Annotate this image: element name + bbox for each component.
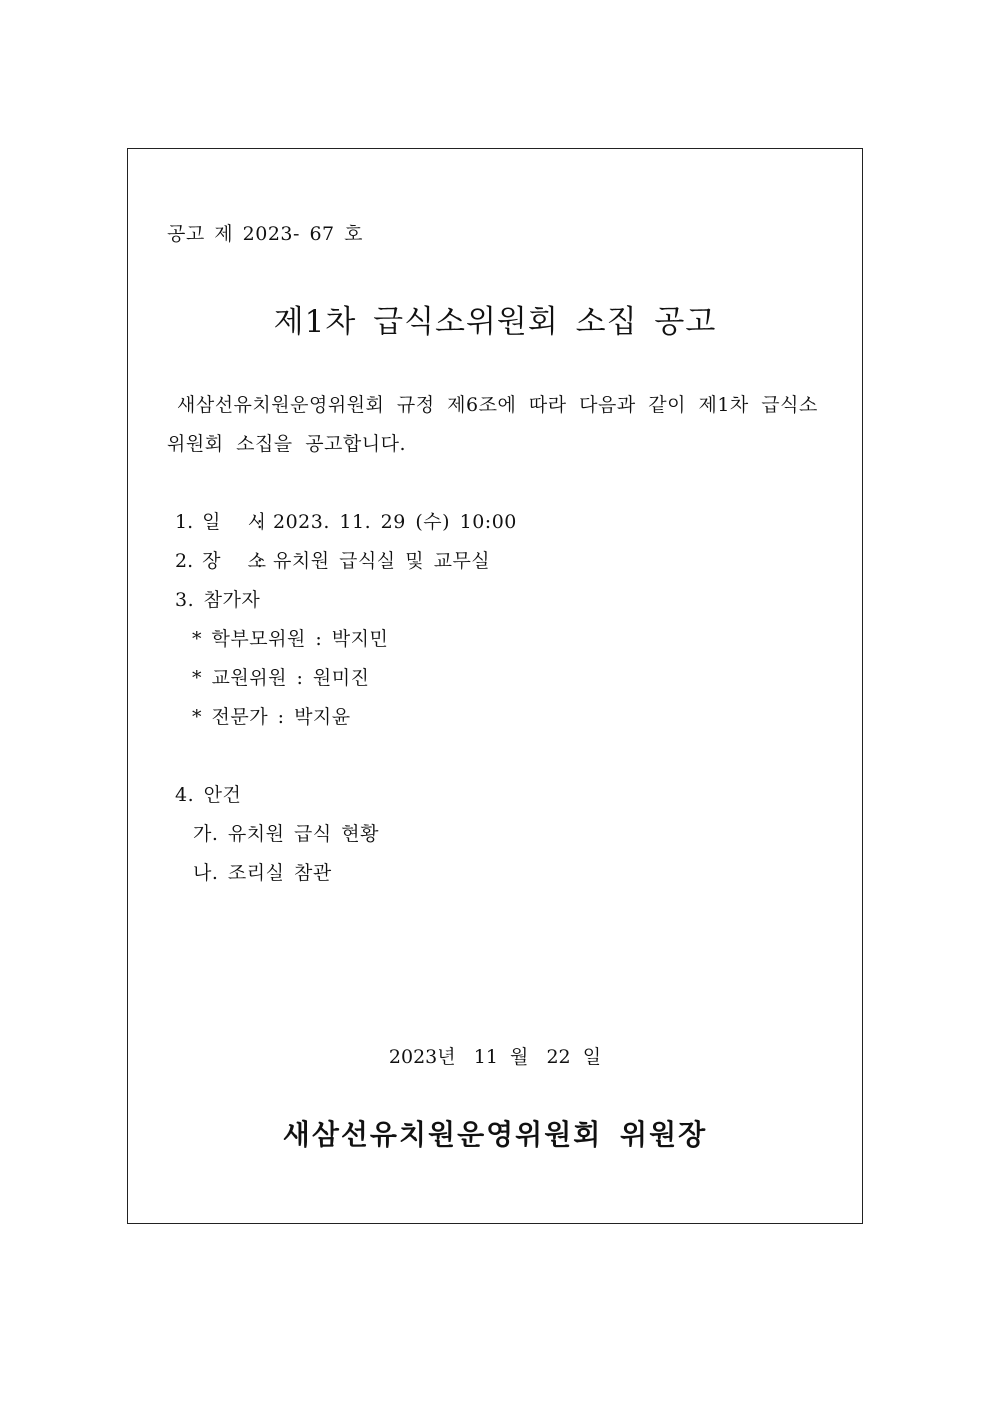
item-location-label: 2. 장 소: [175, 550, 266, 572]
notice-date: 2023년 11 월 22 일: [388, 1046, 602, 1068]
signer: 새삼선유치원운영위원회 위원장: [282, 1118, 708, 1151]
agenda-item-2: 나. 조리실 참관: [193, 862, 332, 884]
item-participants-label: 3. 참가자: [175, 589, 261, 611]
item-date-time: [175, 510, 517, 534]
item-location-value: : 유치원 급식실 및 교무실: [256, 550, 491, 572]
participant-expert: * 전문가 : 박지윤: [192, 706, 351, 728]
body-text-line-1: 새삼선유치원운영위원회 규정 제6조에 따라 다음과 같이 제1차 급식소: [177, 394, 818, 416]
body-text-line-2: 위원회 소집을 공고합니다.: [167, 433, 407, 455]
notice-number: 공고 제 2023- 67 호: [167, 223, 364, 245]
item-agenda-label: 4. 안건: [175, 784, 242, 806]
item-date-time-label: 1. 일 시: [175, 511, 266, 533]
participant-parent: * 학부모위원 : 박지민: [192, 628, 389, 650]
agenda-item-1: 가. 유치원 급식 현황: [193, 823, 379, 845]
item-location: [175, 549, 490, 573]
document-title: 제1차 급식소위원회 소집 공고: [273, 304, 717, 340]
participant-teacher: * 교원위원 : 원미진: [192, 667, 370, 689]
item-date-time-value: : 2023. 11. 29 (수) 10:00: [256, 511, 517, 533]
